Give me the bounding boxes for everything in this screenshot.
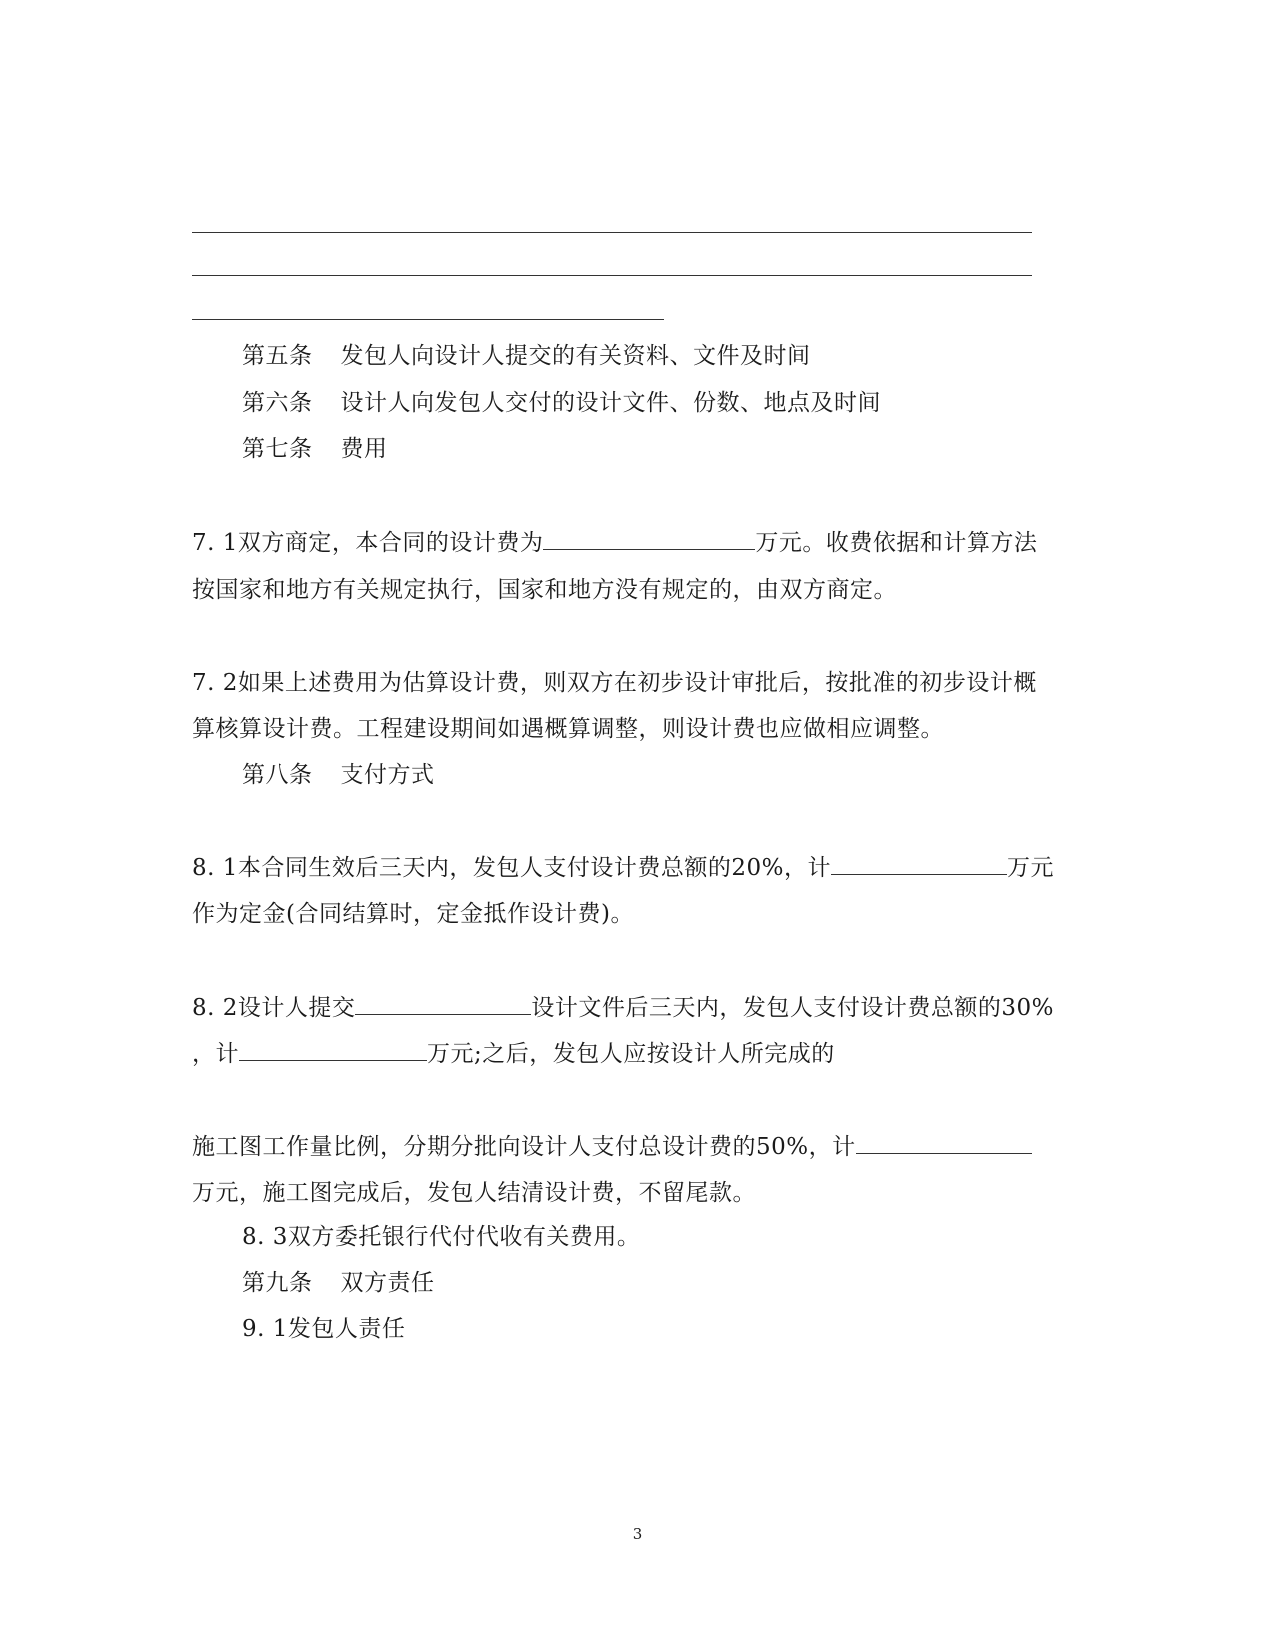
clause-8-2-line-1: 8. 2设计人提交 设计文件后三天内，发包人支付设计费总额的30% [192, 995, 1055, 1021]
clause-8-1-line-2: 作为定金(合同结算时，定金抵作设计费)。 [192, 901, 634, 927]
article-7-heading [242, 434, 388, 464]
clause-9-1: 9. 1发包人责任 [242, 1316, 406, 1342]
fill-in-line [192, 319, 664, 320]
article-number: 第九条 [242, 1270, 313, 1296]
article-5-heading [242, 341, 811, 371]
fill-in-line [192, 232, 1032, 233]
clause-8-1-line-1: 8. 1本合同生效后三天内，发包人支付设计费总额的20%，计 万元 [192, 855, 1055, 881]
clause-8-2-line-2: ，计 万元;之后，发包人应按设计人所完成的 [192, 1041, 835, 1067]
article-number: 第六条 [242, 390, 313, 416]
amount-blank [856, 1133, 1032, 1154]
article-number: 第八条 [242, 762, 313, 788]
article-title: 发包人向设计人提交的有关资料、文件及时间 [340, 343, 811, 369]
amount-blank [831, 854, 1007, 875]
page-number: 3 [632, 1525, 643, 1543]
article-title: 双方责任 [340, 1270, 435, 1296]
clause-7-1-line-1: 7. 1双方商定，本合同的设计费为 万元。收费依据和计算方法 [192, 530, 1038, 556]
fee-blank [543, 529, 755, 550]
clause-8-3: 8. 3双方委托银行代付代收有关费用。 [242, 1224, 641, 1250]
article-number: 第七条 [242, 436, 313, 462]
clause-7-2-line-2: 算核算设计费。工程建设期间如遇概算调整，则设计费也应做相应调整。 [192, 716, 944, 742]
article-6-heading [242, 388, 881, 418]
article-8-heading [242, 760, 435, 790]
amount-blank [239, 1040, 427, 1061]
clause-7-2-line-1: 7. 2如果上述费用为估算设计费，则双方在初步设计审批后，按批准的初步设计概 [192, 670, 1037, 696]
article-title: 设计人向发包人交付的设计文件、份数、地点及时间 [340, 390, 881, 416]
document-blank [355, 994, 531, 1015]
clause-7-1-line-2: 按国家和地方有关规定执行，国家和地方没有规定的，由双方商定。 [192, 577, 897, 603]
article-title: 支付方式 [340, 762, 435, 788]
fill-in-line [192, 275, 1032, 276]
clause-8-2-line-4: 万元，施工图完成后，发包人结清设计费，不留尾款。 [192, 1180, 756, 1206]
article-9-heading [242, 1268, 435, 1298]
article-title: 费用 [340, 436, 388, 462]
article-number: 第五条 [242, 343, 313, 369]
clause-8-2-line-3: 施工图工作量比例，分期分批向设计人支付总设计费的50%，计 [192, 1132, 1032, 1162]
